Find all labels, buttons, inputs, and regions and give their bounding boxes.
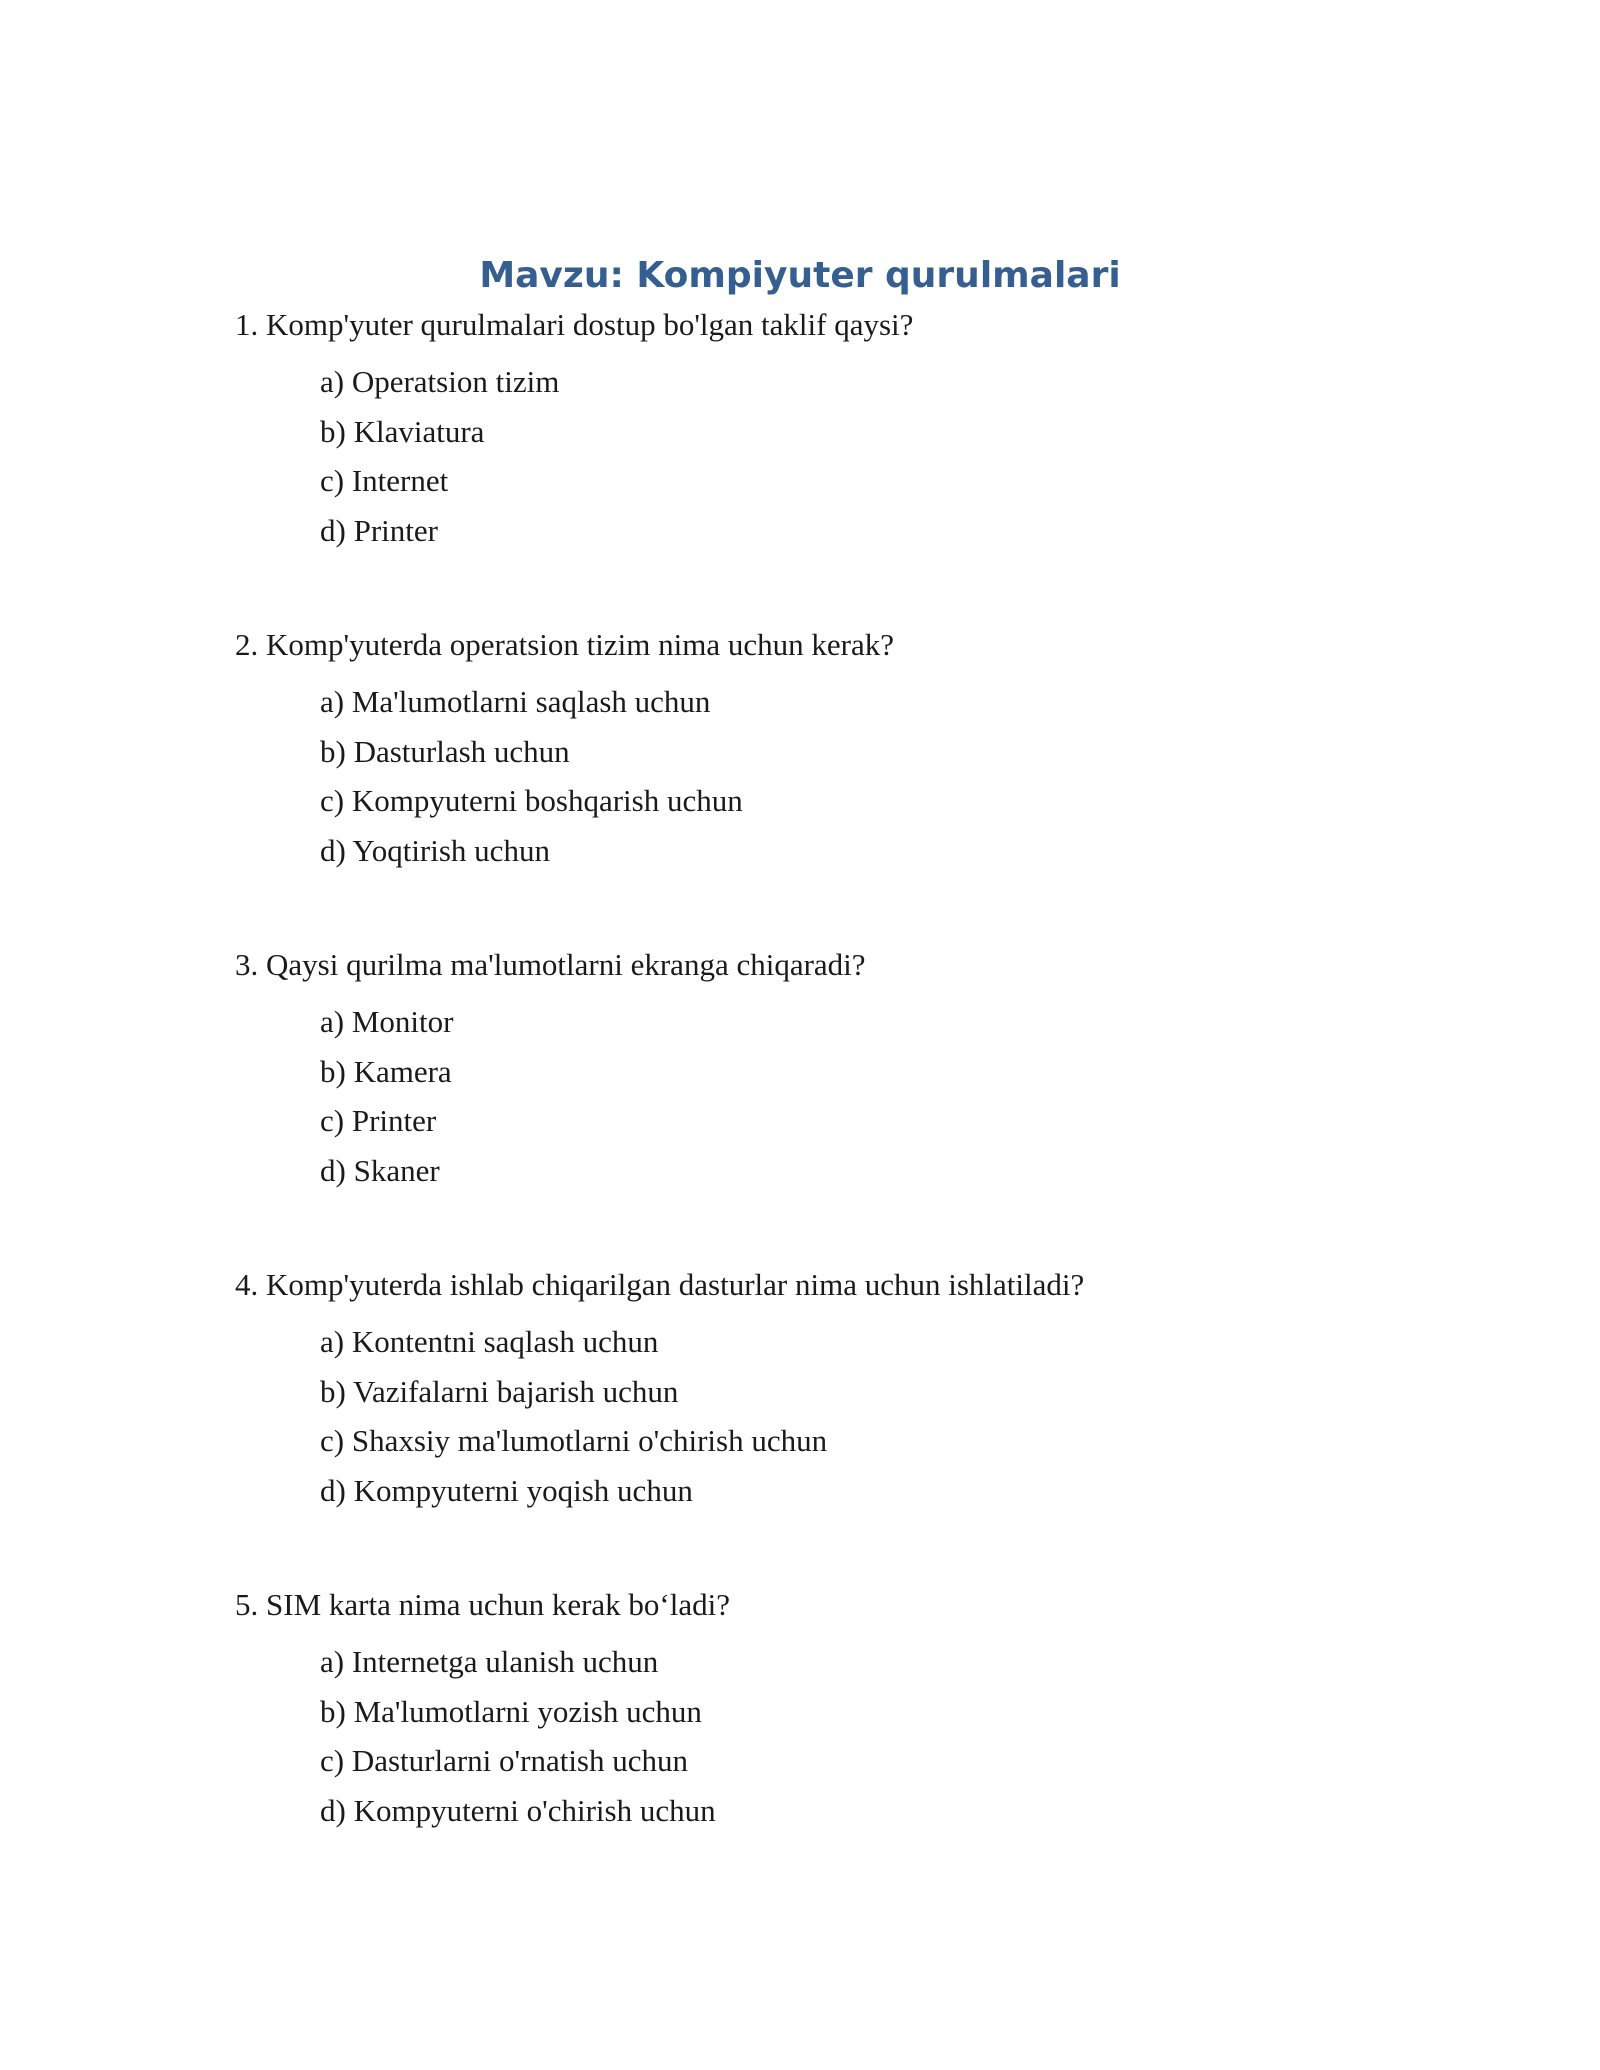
answer-option-d: d) Kompyuterni o'chirish uchun bbox=[320, 1792, 716, 1828]
question-text: 1. Komp'yuter qurulmalari dostup bo'lgan taklif qaysi? bbox=[235, 307, 914, 342]
question-text: 4. Komp'yuterda ishlab chiqarilgan dasturlar nima uchun ishlatiladi? bbox=[235, 1267, 1085, 1302]
question-2 bbox=[235, 623, 1435, 875]
answer-option-c: c) Dasturlarni o'rnatish uchun bbox=[320, 1743, 689, 1778]
answer-option-d: d) Kompyuterni yoqish uchun bbox=[320, 1472, 693, 1508]
question-4 bbox=[235, 1263, 1435, 1515]
answer-option-a: a) Monitor bbox=[320, 1004, 454, 1039]
answer-option-b: b) Vazifalarni bajarish uchun bbox=[320, 1373, 679, 1409]
answer-option-d: d) Skaner bbox=[320, 1152, 440, 1188]
answer-option-c: c) Shaxsiy ma'lumotlarni o'chirish uchun bbox=[320, 1423, 828, 1458]
question-5 bbox=[235, 1583, 1435, 1835]
answer-option-b: b) Dasturlash uchun bbox=[320, 733, 570, 769]
question-text: 3. Qaysi qurilma ma'lumotlarni ekranga chiqaradi? bbox=[235, 947, 866, 982]
question-text: 5. SIM karta nima uchun kerak bo‘ladi? bbox=[235, 1587, 730, 1622]
answer-options bbox=[235, 1317, 1435, 1515]
answer-option-a: a) Kontentni saqlash uchun bbox=[320, 1324, 659, 1359]
answer-option-b: b) Ma'lumotlarni yozish uchun bbox=[320, 1693, 702, 1729]
question-3 bbox=[235, 943, 1435, 1195]
answer-option-a: a) Ma'lumotlarni saqlash uchun bbox=[320, 684, 711, 719]
question-list bbox=[235, 303, 1435, 1903]
answer-options bbox=[235, 1637, 1435, 1835]
answer-options bbox=[235, 997, 1435, 1195]
answer-option-d: d) Printer bbox=[320, 512, 438, 548]
document-title: Mavzu: Kompiyuter qurulmalari bbox=[479, 255, 1121, 296]
answer-option-c: c) Kompyuterni boshqarish uchun bbox=[320, 783, 743, 818]
answer-option-b: b) Klaviatura bbox=[320, 413, 485, 449]
answer-option-a: a) Operatsion tizim bbox=[320, 364, 560, 399]
answer-option-c: c) Printer bbox=[320, 1103, 437, 1138]
answer-option-b: b) Kamera bbox=[320, 1053, 452, 1089]
answer-option-c: c) Internet bbox=[320, 463, 449, 498]
answer-option-a: a) Internetga ulanish uchun bbox=[320, 1644, 659, 1679]
question-1 bbox=[235, 303, 1435, 555]
answer-options bbox=[235, 677, 1435, 875]
question-text: 2. Komp'yuterda operatsion tizim nima uchun kerak? bbox=[235, 627, 894, 662]
answer-options bbox=[235, 357, 1435, 555]
answer-option-d: d) Yoqtirish uchun bbox=[320, 832, 550, 868]
